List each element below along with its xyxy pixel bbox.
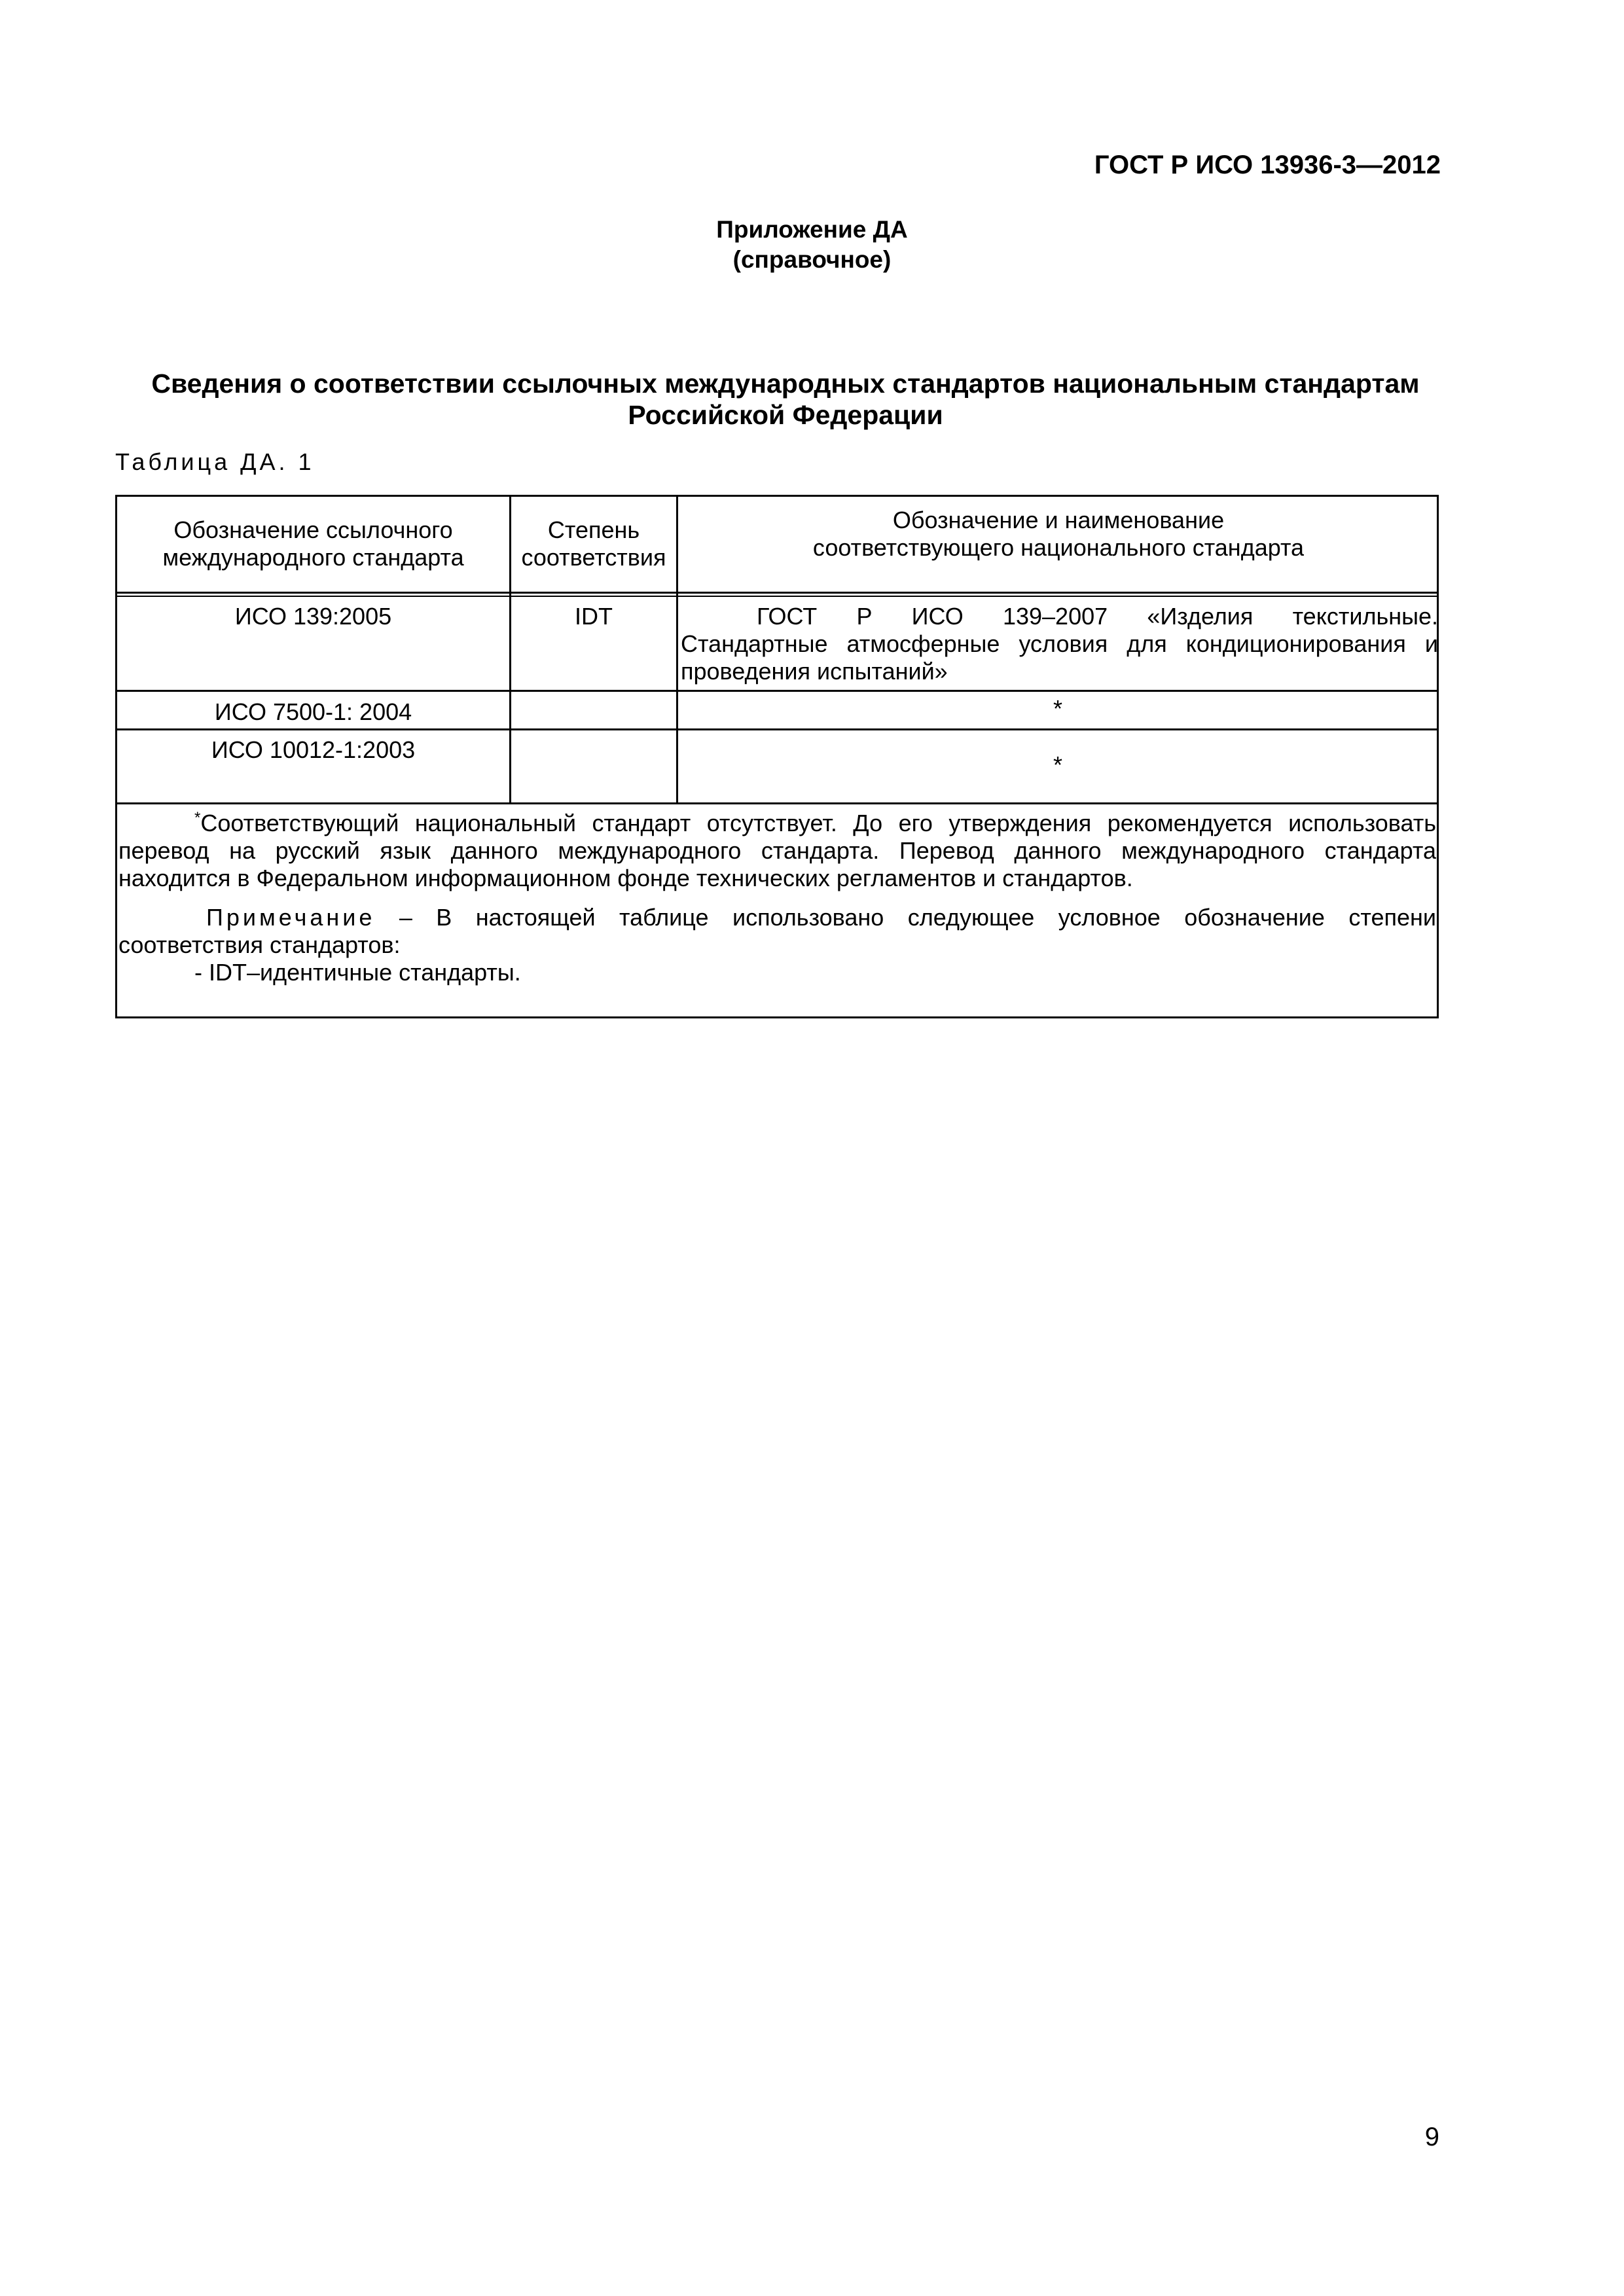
table-caption: Таблица ДА. 1 xyxy=(115,448,315,475)
header-divider-double xyxy=(117,596,1437,597)
note-item: - IDT–идентичные стандарты. xyxy=(194,959,521,986)
cell-reference-standard: ИСО 10012-1:2003 xyxy=(211,736,416,763)
header-divider xyxy=(117,592,1437,594)
header-text: международного стандарта xyxy=(162,544,464,571)
document-code: ГОСТ Р ИСО 13936-3—2012 xyxy=(1094,151,1441,179)
footnote-line: перевод на русский язык данного международного стандарта. Перевод данного международного стандарта xyxy=(118,837,1436,864)
cell-degree: IDT xyxy=(575,603,613,630)
footnote-text: Соответствующий национальный стандарт отсутствует. До его утверждения рекомендуется использовать xyxy=(200,810,1436,836)
header-text: Степень xyxy=(547,516,640,543)
table-note xyxy=(118,904,1436,986)
correspondence-table xyxy=(115,495,1439,1018)
national-standard-line: проведения испытаний» xyxy=(681,658,948,685)
cell-national-standard-absent: * xyxy=(1053,695,1063,722)
footnote-marker: * xyxy=(194,809,201,827)
note-line xyxy=(118,904,1436,931)
header-text: соответствующего национального стандарта xyxy=(812,534,1305,561)
note-label: Примечание xyxy=(206,904,376,931)
annex-subtitle: (справочное) xyxy=(732,246,892,273)
row-divider xyxy=(117,728,1437,730)
section-title-line-1: Сведения о соответствии ссылочных международных стандартов национальным стандартам xyxy=(151,368,1420,399)
cell-reference-standard: ИСО 7500-1: 2004 xyxy=(214,698,412,725)
page-number: 9 xyxy=(1424,2123,1439,2151)
national-standard-line: ГОСТ Р ИСО 139–2007 «Изделия текстильные. xyxy=(757,603,1438,630)
header-text: Обозначение и наименование xyxy=(892,507,1225,533)
row-divider xyxy=(117,802,1437,804)
cell-national-standard xyxy=(679,603,1438,685)
footnote-line: находится в Федеральном информационном фонде технических регламентов и стандартов. xyxy=(118,865,1133,891)
header-cell-reference-standard xyxy=(117,516,509,571)
footnote-line xyxy=(118,810,1436,837)
cell-reference-standard: ИСО 139:2005 xyxy=(234,603,392,630)
header-text: Обозначение ссылочного xyxy=(173,516,453,543)
header-text: соответствия xyxy=(521,544,666,571)
section-title xyxy=(105,368,1466,431)
section-title-line-2: Российской Федерации xyxy=(628,400,943,430)
header-cell-degree xyxy=(511,516,676,571)
note-text: – В настоящей таблице использовано следующее условное обозначение степени xyxy=(399,904,1436,931)
note-line: соответствия стандартов: xyxy=(118,931,401,958)
annex-title: Приложение ДА xyxy=(716,216,908,243)
table-footnote xyxy=(118,810,1436,892)
national-standard-line: Стандартные атмосферные условия для кондиционирования и xyxy=(681,630,1438,657)
row-divider xyxy=(117,690,1437,692)
header-cell-national-standard xyxy=(678,507,1439,562)
cell-national-standard-absent: * xyxy=(1053,751,1063,778)
